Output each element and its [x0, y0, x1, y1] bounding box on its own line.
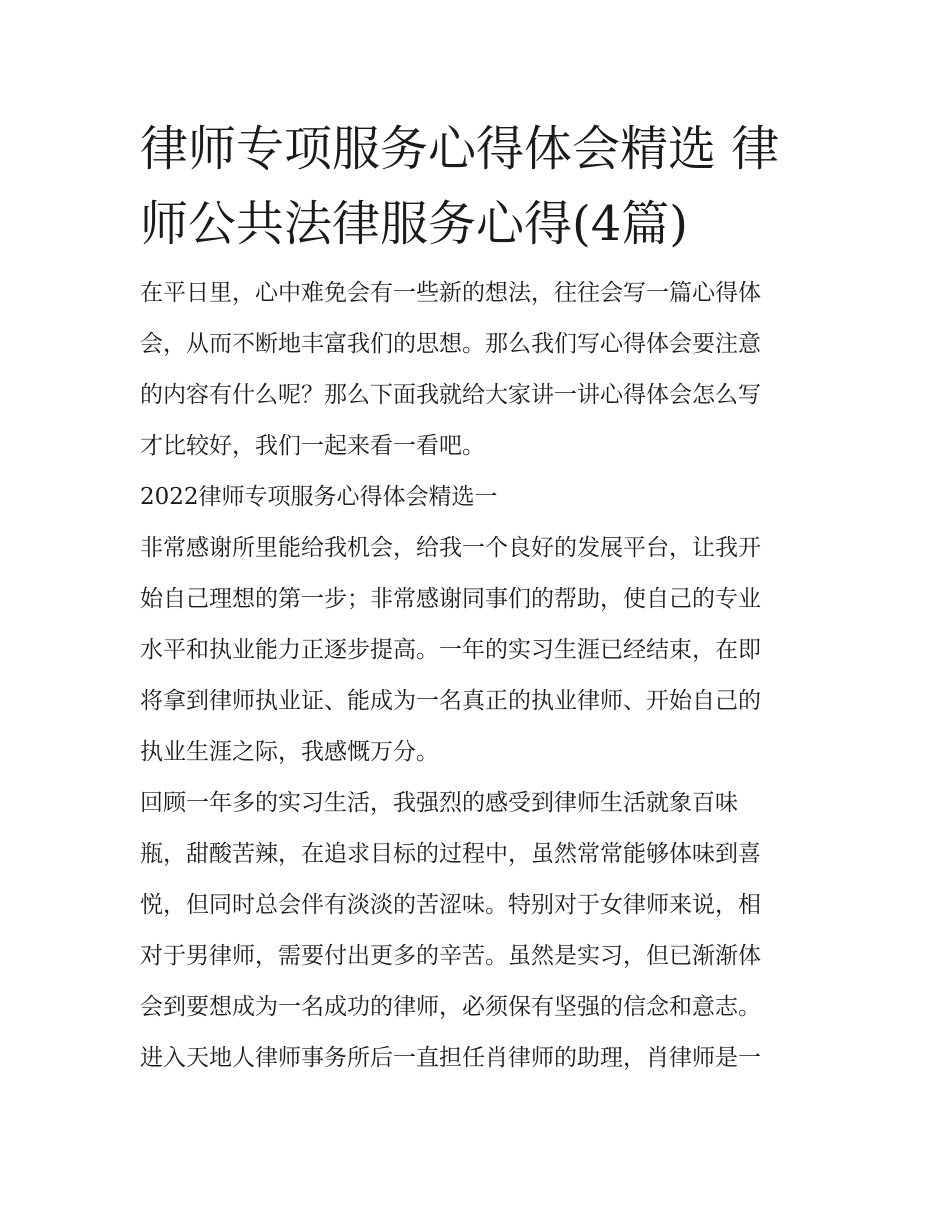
- title-line: 师公共法律服务心得(4篇): [140, 196, 688, 252]
- text-line: 悦，但同时总会伴有淡淡的苦涩味。特别对于女律师来说，相: [140, 892, 761, 918]
- text-line: 进入天地人律师事务所后一直担任肖律师的助理，肖律师是一: [140, 1045, 761, 1071]
- text-line: 回顾一年多的实习生活，我强烈的感受到律师生活就象百味: [140, 790, 738, 816]
- text-line: 会，从而不断地丰富我们的思想。那么我们写心得体会要注意: [140, 331, 761, 357]
- intro-paragraph: [140, 268, 812, 472]
- paragraph-2: [140, 778, 812, 1033]
- text-line: 非常感谢所里能给我机会，给我一个良好的发展平台，让我开: [140, 535, 761, 561]
- text-line: 的内容有什么呢？那么下面我就给大家讲一讲心得体会怎么写: [140, 382, 761, 408]
- title-line: 律师专项服务心得体会精选 律: [140, 121, 780, 177]
- text-line: 瓶，甜酸苦辣，在追求目标的过程中，虽然常常能够体味到喜: [140, 841, 761, 867]
- document-page: [140, 112, 812, 1084]
- text-line: 对于男律师，需要付出更多的辛苦。虽然是实习，但已渐渐体: [140, 943, 761, 969]
- text-line: 执业生涯之际，我感慨万分。: [140, 739, 439, 765]
- text-line: 将拿到律师执业证、能成为一名真正的执业律师、开始自己的: [140, 688, 761, 714]
- text-line: 才比较好，我们一起来看一看吧。: [140, 433, 485, 459]
- text-line: 水平和执业能力正逐步提高。一年的实习生涯已经结束，在即: [140, 637, 761, 663]
- text-line: 会到要想成为一名成功的律师，必须保有坚强的信念和意志。: [140, 994, 761, 1020]
- paragraph-1: [140, 523, 812, 778]
- text-line: 始自己理想的第一步；非常感谢同事们的帮助，使自己的专业: [140, 586, 761, 612]
- paragraph-3: [140, 1033, 812, 1084]
- document-title: [140, 112, 812, 262]
- text-line: 在平日里，心中难免会有一些新的想法，往往会写一篇心得体: [140, 280, 761, 306]
- section-heading: 2022律师专项服务心得体会精选一: [140, 484, 498, 510]
